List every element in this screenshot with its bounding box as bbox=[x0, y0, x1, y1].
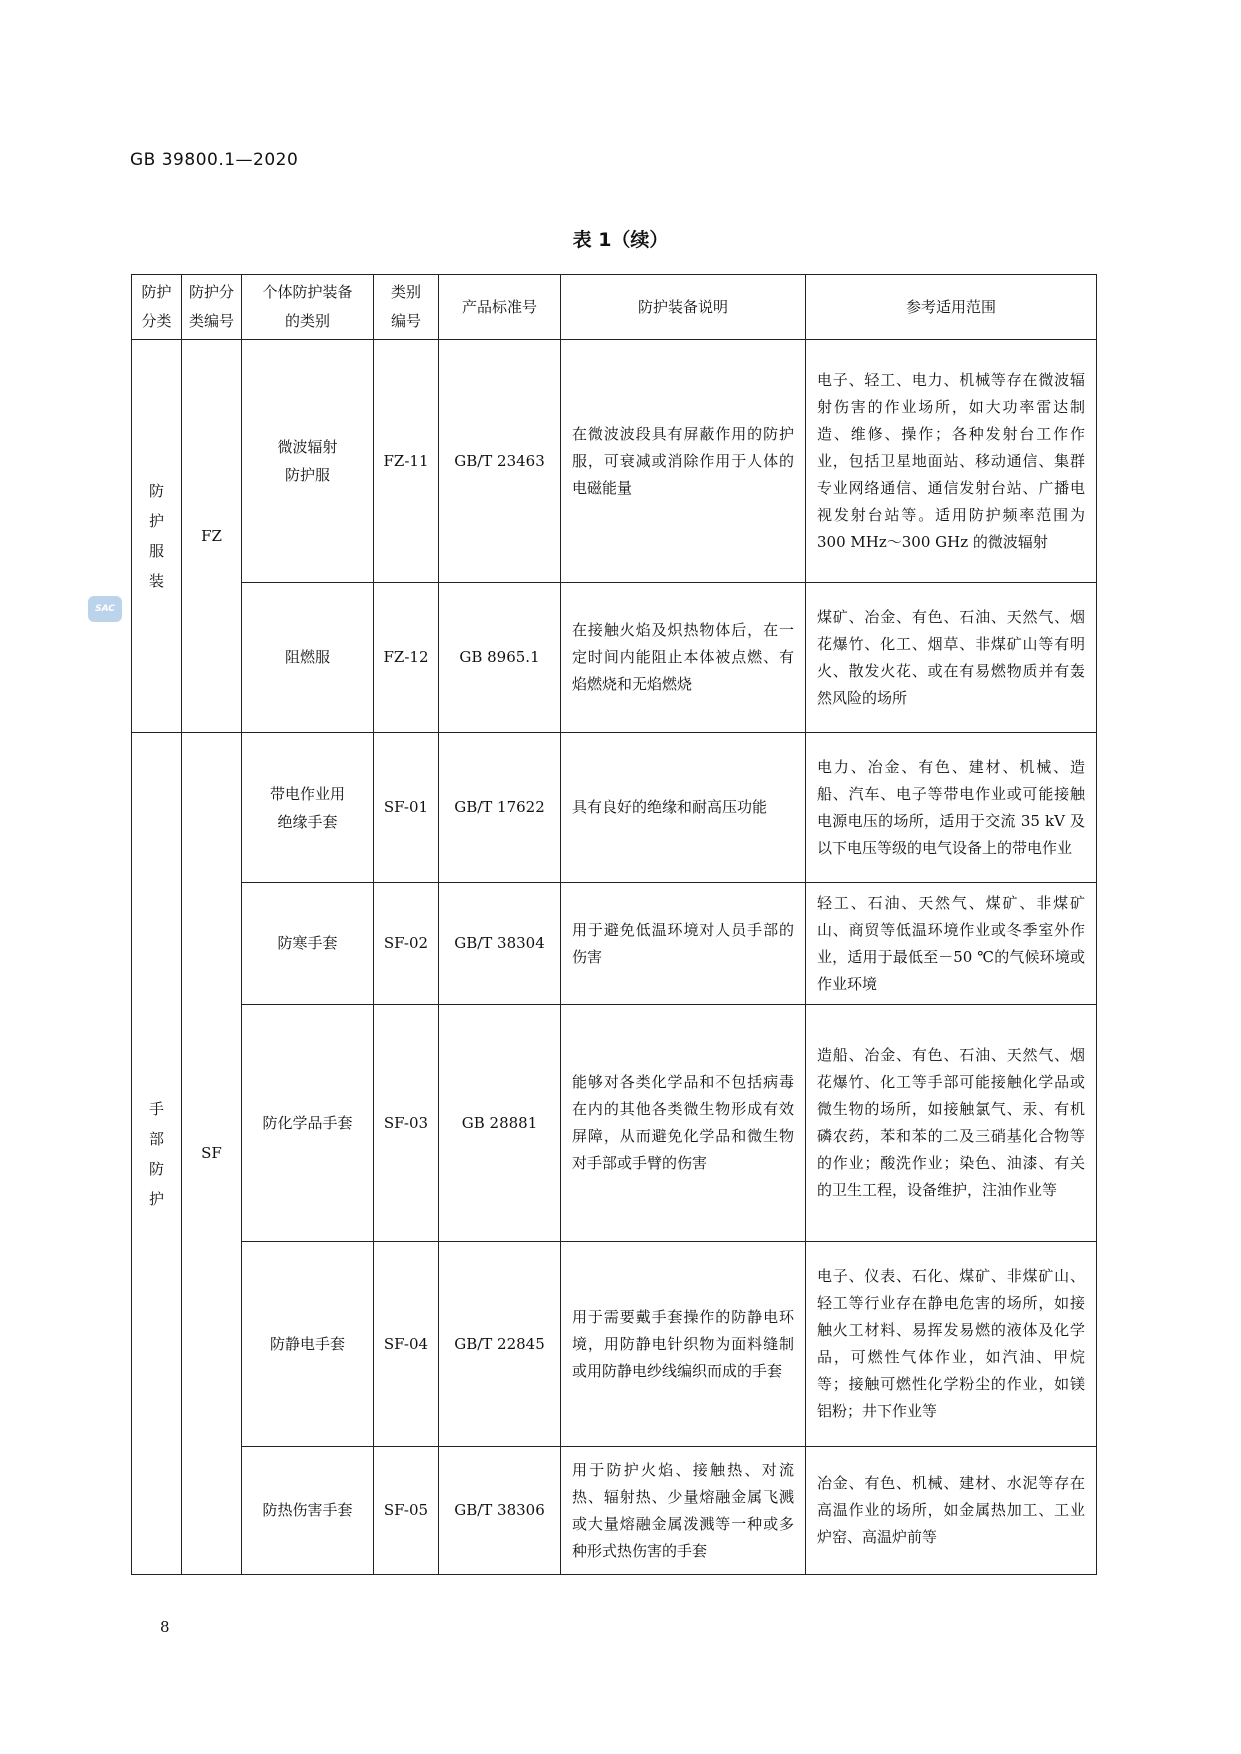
scope-cell: 电子、仪表、石化、煤矿、非煤矿山、轻工等行业存在静电危害的场所，如接触火工材料、易挥发易燃的液体及化学品，可燃性气体作业，如汽油、甲烷等；接触可燃性化学粉尘的作业，如镁铝粉；井下作业等 bbox=[806, 1242, 1097, 1447]
table-row bbox=[132, 340, 1097, 583]
standard-cell: GB/T 17622 bbox=[439, 733, 561, 883]
standard-cell: GB/T 38306 bbox=[439, 1447, 561, 1575]
scope-cell: 电力、冶金、有色、建材、机械、造船、汽车、电子等带电作业或可能接触电源电压的场所，适用于交流 35 kV 及以下电压等级的电气设备上的带电作业 bbox=[806, 733, 1097, 883]
type-cell: 微波辐射防护服 bbox=[242, 340, 374, 583]
standard-cell: GB/T 22845 bbox=[439, 1242, 561, 1447]
header-description: 防护装备说明 bbox=[561, 275, 806, 340]
scope-cell: 造船、冶金、有色、石油、天然气、烟花爆竹、化工等手部可能接触化学品或微生物的场所，如接触氯气、汞、有机磷农药，苯和苯的二及三硝基化合物等的作业；酸洗作业；染色、油漆、有关的卫生工程，设备维护，注油作业等 bbox=[806, 1005, 1097, 1242]
id-cell: SF-04 bbox=[374, 1242, 439, 1447]
type-cell: 带电作业用绝缘手套 bbox=[242, 733, 374, 883]
standard-cell: GB/T 38304 bbox=[439, 883, 561, 1005]
category-code-cell: FZ bbox=[182, 340, 242, 733]
scope-cell: 电子、轻工、电力、机械等存在微波辐射伤害的作业场所，如大功率雷达制造、维修、操作；各种发射台工作作业，包括卫星地面站、移动通信、集群专业网络通信、通信发射台站、广播电视发射台站等。适用防护频率范围为 300 MHz～300 GHz 的微波辐射 bbox=[806, 340, 1097, 583]
table-row bbox=[132, 1447, 1097, 1575]
id-cell: SF-05 bbox=[374, 1447, 439, 1575]
table-row bbox=[132, 883, 1097, 1005]
standard-cell: GB 8965.1 bbox=[439, 583, 561, 733]
standard-cell: GB 28881 bbox=[439, 1005, 561, 1242]
standard-cell: GB/T 23463 bbox=[439, 340, 561, 583]
id-cell: SF-02 bbox=[374, 883, 439, 1005]
header-scope: 参考适用范围 bbox=[806, 275, 1097, 340]
table-title: 表 1（续） bbox=[572, 229, 669, 251]
description-cell: 用于避免低温环境对人员手部的伤害 bbox=[561, 883, 806, 1005]
header-category: 防护分类 bbox=[132, 275, 182, 340]
type-cell: 阻燃服 bbox=[242, 583, 374, 733]
description-cell: 能够对各类化学品和不包括病毒在内的其他各类微生物形成有效屏障，从而避免化学品和微生物对手部或手臂的伤害 bbox=[561, 1005, 806, 1242]
category-code-cell: SF bbox=[182, 733, 242, 1575]
header-type-id: 类别编号 bbox=[374, 275, 439, 340]
header-equipment-type: 个体防护装备的类别 bbox=[242, 275, 374, 340]
table-row bbox=[132, 733, 1097, 883]
scope-cell: 轻工、石油、天然气、煤矿、非煤矿山、商贸等低温环境作业或冬季室外作业，适用于最低至－50 ℃的气候环境或作业环境 bbox=[806, 883, 1097, 1005]
description-cell: 在微波波段具有屏蔽作用的防护服，可衰减或消除作用于人体的电磁能量 bbox=[561, 340, 806, 583]
table-row bbox=[132, 1242, 1097, 1447]
header-category-code: 防护分类编号 bbox=[182, 275, 242, 340]
description-cell: 用于防护火焰、接触热、对流热、辐射热、少量熔融金属飞溅或大量熔融金属泼溅等一种或多种形式热伤害的手套 bbox=[561, 1447, 806, 1575]
table-row bbox=[132, 1005, 1097, 1242]
type-cell: 防静电手套 bbox=[242, 1242, 374, 1447]
id-cell: FZ-12 bbox=[374, 583, 439, 733]
standard-number: GB 39800.1—2020 bbox=[130, 150, 299, 170]
scope-cell: 冶金、有色、机械、建材、水泥等存在高温作业的场所，如金属热加工、工业炉窑、高温炉前等 bbox=[806, 1447, 1097, 1575]
sac-watermark-logo: SAC bbox=[88, 596, 122, 622]
category-cell: 防护服装 bbox=[132, 340, 182, 733]
table-header-row bbox=[132, 275, 1097, 340]
description-cell: 具有良好的绝缘和耐高压功能 bbox=[561, 733, 806, 883]
table-row bbox=[132, 583, 1097, 733]
header-product-standard: 产品标准号 bbox=[439, 275, 561, 340]
id-cell: SF-01 bbox=[374, 733, 439, 883]
description-cell: 用于需要戴手套操作的防静电环境，用防静电针织物为面料缝制或用防静电纱线编织而成的手套 bbox=[561, 1242, 806, 1447]
type-cell: 防化学品手套 bbox=[242, 1005, 374, 1242]
id-cell: SF-03 bbox=[374, 1005, 439, 1242]
description-cell: 在接触火焰及炽热物体后，在一定时间内能阻止本体被点燃、有焰燃烧和无焰燃烧 bbox=[561, 583, 806, 733]
scope-cell: 煤矿、冶金、有色、石油、天然气、烟花爆竹、化工、烟草、非煤矿山等有明火、散发火花、或在有易燃物质并有轰然风险的场所 bbox=[806, 583, 1097, 733]
type-cell: 防寒手套 bbox=[242, 883, 374, 1005]
category-cell: 手部防护 bbox=[132, 733, 182, 1575]
page-number: 8 bbox=[160, 1618, 170, 1636]
id-cell: FZ-11 bbox=[374, 340, 439, 583]
equipment-table bbox=[131, 274, 1097, 1575]
type-cell: 防热伤害手套 bbox=[242, 1447, 374, 1575]
